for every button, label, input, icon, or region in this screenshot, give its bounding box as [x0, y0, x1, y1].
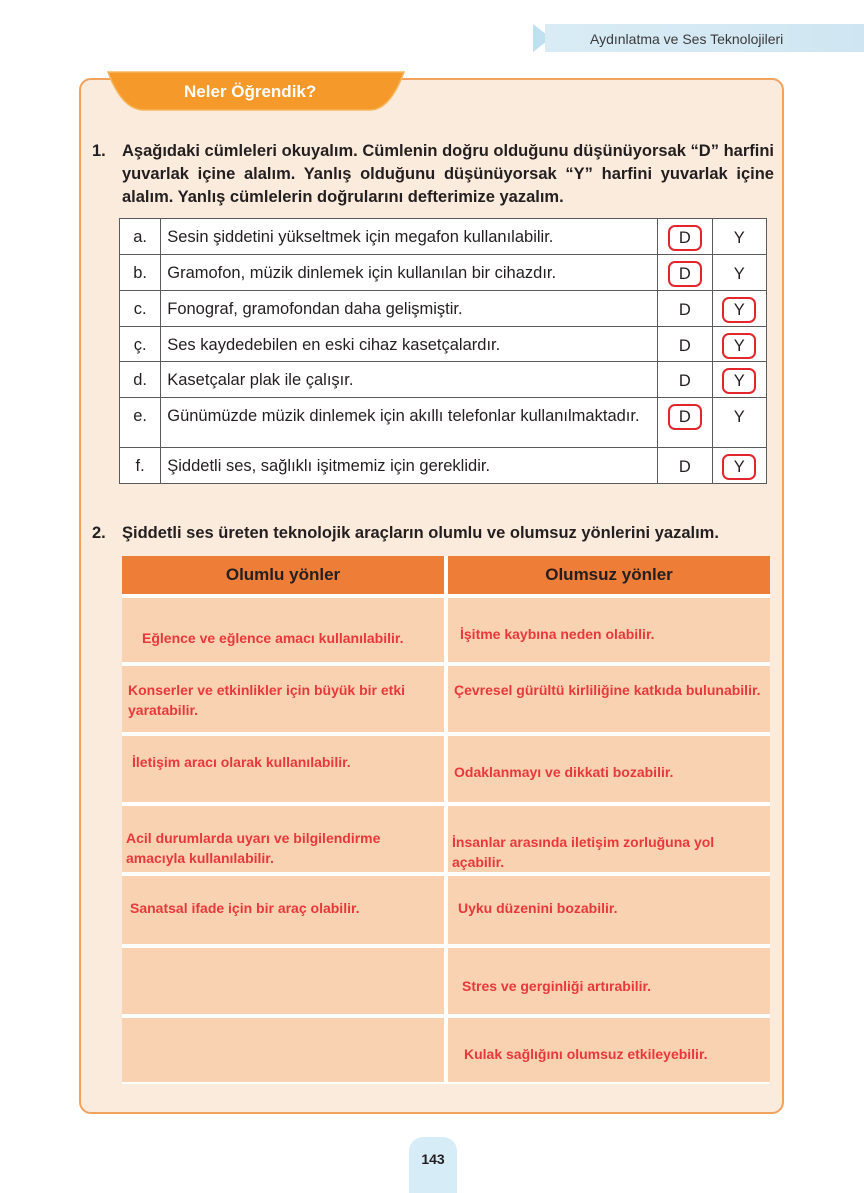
- question-1: [92, 140, 782, 206]
- tf-answer-d[interactable]: [658, 291, 712, 327]
- positive-cell[interactable]: [122, 666, 444, 732]
- positive-cell[interactable]: [122, 598, 444, 662]
- question-2: [92, 522, 782, 545]
- negative-cell[interactable]: [448, 598, 770, 662]
- negative-answer-text: Uyku düzenini bozabilir.: [458, 900, 618, 916]
- negative-header: Olumsuz yönler: [448, 556, 770, 594]
- tf-row-statement: Fonograf, gramofondan daha gelişmiştir.: [161, 291, 658, 327]
- page-number: 143: [421, 1151, 445, 1167]
- section-tab-label: Neler Öğrendik?: [184, 82, 317, 101]
- tf-answer-d[interactable]: [658, 327, 712, 362]
- tf-row-label: f.: [120, 448, 161, 484]
- tf-answer-y[interactable]: [712, 398, 766, 448]
- tf-row-statement: Ses kaydedebilen en eski cihaz kasetçalardır.: [161, 327, 658, 362]
- negative-cell[interactable]: [448, 1018, 770, 1082]
- tf-row-statement: Günümüzde müzik dinlemek için akıllı telefonlar kullanılmaktadır.: [161, 398, 658, 448]
- tf-row: [120, 362, 767, 398]
- header-title: Aydınlatma ve Ses Teknolojileri: [590, 31, 784, 47]
- tf-row-label: d.: [120, 362, 161, 398]
- question-1-number: 1.: [92, 142, 106, 160]
- tf-answer-d[interactable]: [658, 255, 712, 291]
- positive-answer-text: Acil durumlarda uyarı ve bilgilendirme amacıyla kullanılabilir.: [126, 830, 381, 866]
- circled-answer[interactable]: Y: [722, 297, 756, 323]
- tf-row-statement: Kasetçalar plak ile çalışır.: [161, 362, 658, 398]
- positive-answer-text: Sanatsal ifade için bir araç olabilir.: [130, 900, 360, 916]
- positive-header: Olumlu yönler: [122, 556, 444, 594]
- tf-row: [120, 291, 767, 327]
- pros-cons-table: [122, 556, 770, 1084]
- tf-row: [120, 398, 767, 448]
- question-2-text: Şiddetli ses üreten teknolojik araçların olumlu ve olumsuz yönlerini yazalım.: [122, 524, 719, 542]
- tf-row-label: c.: [120, 291, 161, 327]
- negative-cell[interactable]: [448, 806, 770, 872]
- tf-answer-y[interactable]: [712, 448, 766, 484]
- answer-option[interactable]: Y: [733, 408, 745, 426]
- tf-answer-d[interactable]: [658, 219, 712, 255]
- tf-answer-y[interactable]: [712, 219, 766, 255]
- tf-row-label: a.: [120, 219, 161, 255]
- negative-answer-text: Kulak sağlığını olumsuz etkileyebilir.: [464, 1046, 708, 1062]
- tf-row-label: e.: [120, 398, 161, 448]
- circled-answer[interactable]: Y: [722, 368, 756, 394]
- negative-cell[interactable]: [448, 736, 770, 802]
- tf-answer-d[interactable]: [658, 398, 712, 448]
- answer-option[interactable]: D: [678, 337, 691, 355]
- tf-row-statement: Gramofon, müzik dinlemek için kullanılan bir cihazdır.: [161, 255, 658, 291]
- answer-option[interactable]: D: [678, 458, 691, 476]
- tf-answer-y[interactable]: [712, 291, 766, 327]
- circled-answer[interactable]: D: [668, 225, 702, 251]
- negative-answer-text: İnsanlar arasında iletişim zorluğuna yol açabilir.: [452, 834, 715, 870]
- negative-cell[interactable]: [448, 948, 770, 1014]
- tf-row-label: ç.: [120, 327, 161, 362]
- positive-answer-text: İletişim aracı olarak kullanılabilir.: [132, 754, 351, 770]
- negative-cell[interactable]: [448, 876, 770, 944]
- circled-answer[interactable]: D: [668, 404, 702, 430]
- tf-answer-d[interactable]: [658, 362, 712, 398]
- answer-option[interactable]: D: [678, 372, 691, 390]
- positive-answer-text: Konserler ve etkinlikler için büyük bir etki yaratabilir.: [128, 682, 405, 718]
- tf-row: [120, 255, 767, 291]
- tf-row: [120, 327, 767, 362]
- negative-answer-text: Stres ve gerginliği artırabilir.: [462, 978, 652, 994]
- positive-cell[interactable]: [122, 806, 444, 872]
- tf-row-statement: Sesin şiddetini yükseltmek için megafon kullanılabilir.: [161, 219, 658, 255]
- answer-option[interactable]: Y: [733, 265, 745, 283]
- positive-cell[interactable]: [122, 1018, 444, 1082]
- circled-answer[interactable]: D: [668, 261, 702, 287]
- question-2-number: 2.: [92, 524, 106, 542]
- tf-answer-d[interactable]: [658, 448, 712, 484]
- tf-row-label: b.: [120, 255, 161, 291]
- tf-answer-y[interactable]: [712, 255, 766, 291]
- negative-answer-text: Odaklanmayı ve dikkati bozabilir.: [454, 764, 674, 780]
- answer-option[interactable]: D: [678, 301, 691, 319]
- true-false-table: [119, 218, 767, 484]
- tf-row: [120, 448, 767, 484]
- question-1-text: Aşağıdaki cümleleri okuyalım. Cümlenin doğru olduğunu düşünüyorsak “D” harfini yuvarlak içine alalım. Yanlış olduğunu düşünüyorsak “Y” harfini yuvarlak içine alalım. Yanlış cümlelerin doğrularını defterimize yazalım.: [122, 142, 774, 206]
- positive-cell[interactable]: [122, 948, 444, 1014]
- answer-option[interactable]: Y: [733, 229, 745, 247]
- negative-answer-text: İşitme kaybına neden olabilir.: [460, 626, 655, 642]
- positive-cell[interactable]: [122, 876, 444, 944]
- positive-cell[interactable]: [122, 736, 444, 802]
- negative-answer-text: Çevresel gürültü kirliliğine katkıda bulunabilir.: [454, 682, 761, 698]
- tf-answer-y[interactable]: [712, 327, 766, 362]
- negative-cell[interactable]: [448, 666, 770, 732]
- circled-answer[interactable]: Y: [722, 454, 756, 480]
- circled-answer[interactable]: Y: [722, 333, 756, 359]
- positive-answer-text: Eğlence ve eğlence amacı kullanılabilir.: [142, 630, 404, 646]
- tf-row-statement: Şiddetli ses, sağlıklı işitmemiz için gereklidir.: [161, 448, 658, 484]
- tf-row: [120, 219, 767, 255]
- tf-answer-y[interactable]: [712, 362, 766, 398]
